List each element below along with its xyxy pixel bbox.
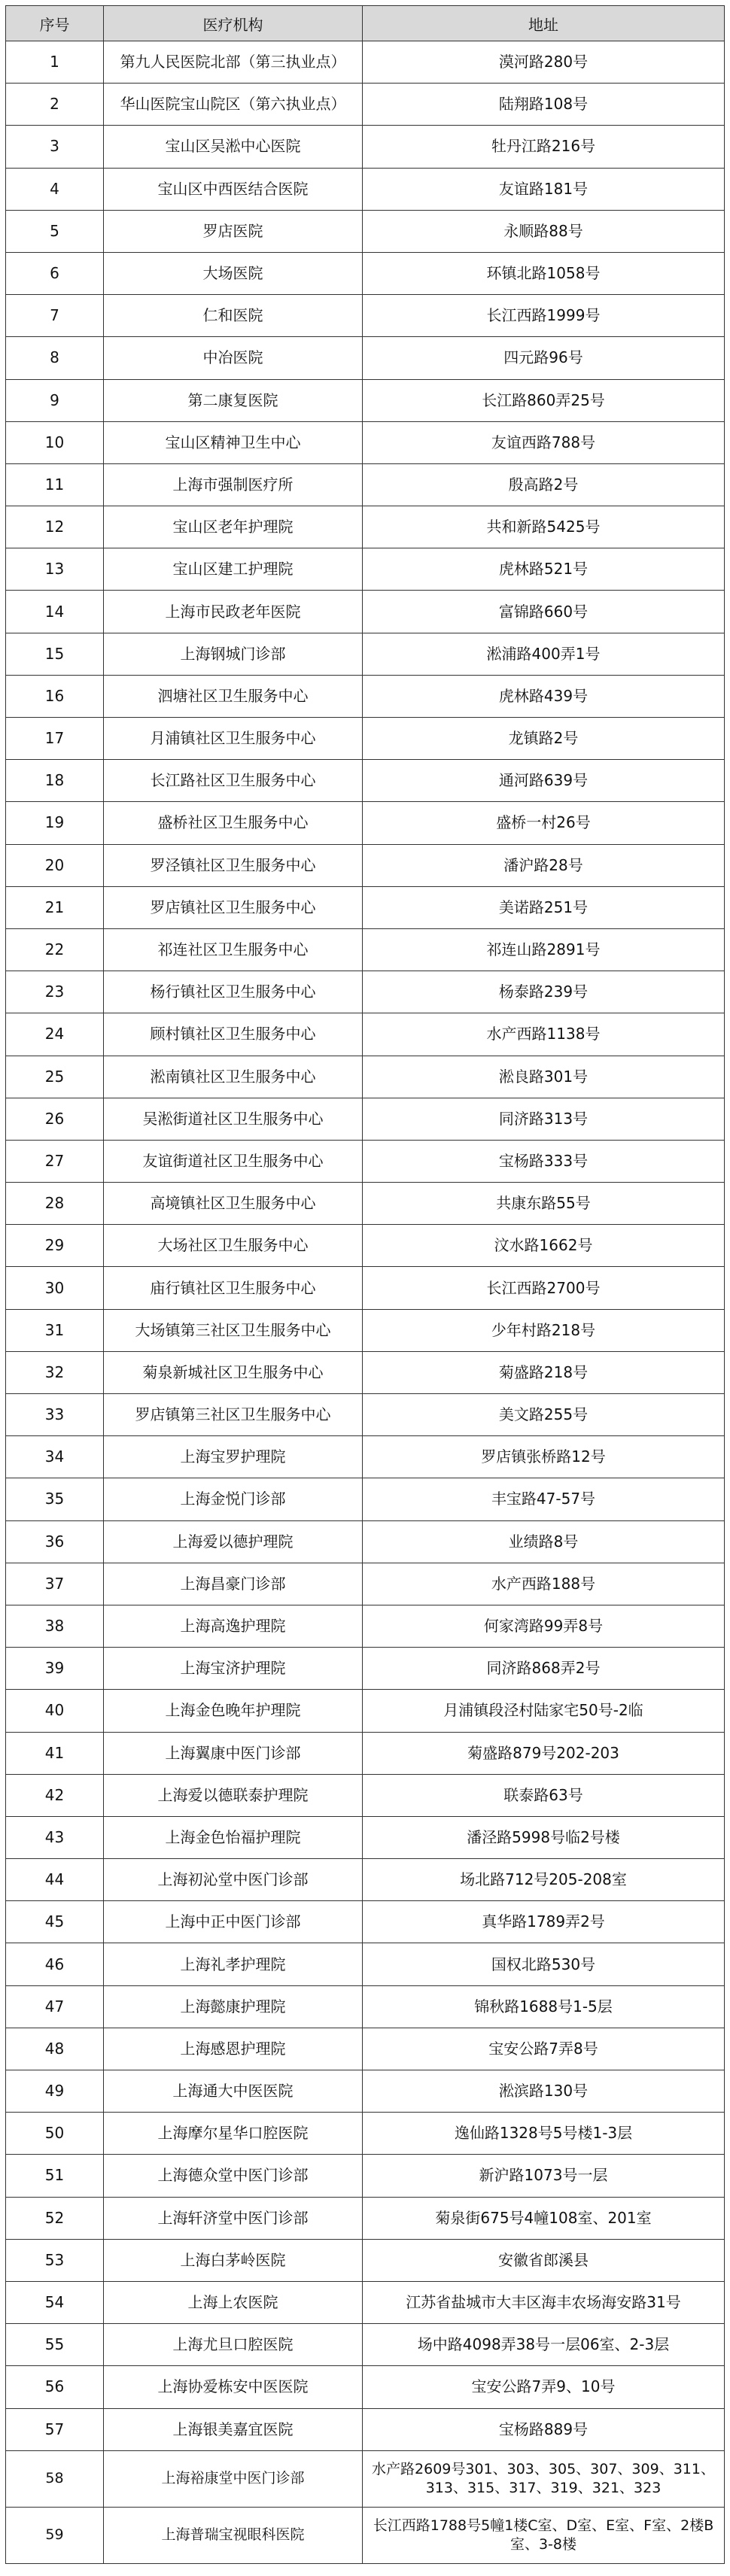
table-row (6, 1140, 725, 1182)
institution-cell: 上海市民政老年医院 (104, 591, 363, 633)
address-cell: 祁连山路2891号 (363, 928, 725, 971)
address-cell: 业绩路8号 (363, 1520, 725, 1563)
serial-number-cell: 3 (6, 126, 104, 168)
serial-number-cell: 15 (6, 633, 104, 675)
address-cell: 牡丹江路216号 (363, 126, 725, 168)
serial-number-cell: 9 (6, 379, 104, 421)
address-cell: 罗店镇张桥路12号 (363, 1436, 725, 1478)
table-row (6, 2507, 725, 2563)
table-row (6, 1267, 725, 1309)
serial-number-cell: 11 (6, 463, 104, 506)
table-row (6, 252, 725, 294)
address-cell: 菊盛路879号202-203 (363, 1732, 725, 1774)
institution-cell: 上海普瑞宝视眼科医院 (104, 2507, 363, 2563)
address-cell: 友谊路181号 (363, 168, 725, 210)
serial-number-cell: 34 (6, 1436, 104, 1478)
table-row (6, 971, 725, 1013)
address-cell: 淞浦路400弄1号 (363, 633, 725, 675)
institution-cell: 上海德众堂中医门诊部 (104, 2155, 363, 2197)
table-row (6, 633, 725, 675)
institution-cell: 上海金悦门诊部 (104, 1478, 363, 1520)
table-row (6, 2113, 725, 2155)
table-row (6, 548, 725, 591)
institution-cell: 宝山区吴淞中心医院 (104, 126, 363, 168)
address-cell: 丰宝路47-57号 (363, 1478, 725, 1520)
address-cell: 淞良路301号 (363, 1056, 725, 1098)
table-row (6, 2324, 725, 2366)
table-row (6, 1901, 725, 1943)
serial-number-cell: 2 (6, 84, 104, 126)
address-cell: 联泰路63号 (363, 1774, 725, 1816)
table-row (6, 168, 725, 210)
address-cell: 殷高路2号 (363, 463, 725, 506)
serial-number-cell: 44 (6, 1859, 104, 1901)
serial-number-cell: 36 (6, 1520, 104, 1563)
institution-cell: 顾村镇社区卫生服务中心 (104, 1013, 363, 1056)
address-cell: 美文路255号 (363, 1394, 725, 1436)
institution-cell: 上海银美嘉宜医院 (104, 2408, 363, 2450)
table-row (6, 506, 725, 548)
address-cell: 长江西路1788号5幢1楼C室、D室、E室、F室、2楼B室、3-8楼 (363, 2507, 725, 2563)
address-cell: 共康东路55号 (363, 1183, 725, 1225)
institution-cell: 大场镇第三社区卫生服务中心 (104, 1309, 363, 1351)
institution-cell: 祁连社区卫生服务中心 (104, 928, 363, 971)
table-row (6, 2197, 725, 2239)
table-row (6, 126, 725, 168)
institution-cell: 上海通大中医医院 (104, 2070, 363, 2113)
address-cell: 环镇北路1058号 (363, 252, 725, 294)
table-row (6, 1732, 725, 1774)
institution-cell: 吴淞街道社区卫生服务中心 (104, 1098, 363, 1140)
serial-number-cell: 28 (6, 1183, 104, 1225)
institution-cell: 上海高逸护理院 (104, 1605, 363, 1647)
serial-number-cell: 41 (6, 1732, 104, 1774)
address-cell: 长江西路2700号 (363, 1267, 725, 1309)
serial-number-cell: 7 (6, 295, 104, 337)
table-body (6, 41, 725, 2564)
serial-number-cell: 13 (6, 548, 104, 591)
institution-cell: 上海市强制医疗所 (104, 463, 363, 506)
table-row (6, 2281, 725, 2323)
serial-number-cell: 18 (6, 760, 104, 802)
table-row (6, 463, 725, 506)
institution-cell: 大场社区卫生服务中心 (104, 1225, 363, 1267)
institution-cell: 上海协爱栋安中医医院 (104, 2366, 363, 2408)
table-header-row (6, 6, 725, 41)
table-row (6, 210, 725, 252)
serial-number-cell: 51 (6, 2155, 104, 2197)
institution-cell: 杨行镇社区卫生服务中心 (104, 971, 363, 1013)
serial-number-cell: 21 (6, 886, 104, 928)
table-row (6, 2239, 725, 2281)
table-row (6, 718, 725, 760)
institution-cell: 仁和医院 (104, 295, 363, 337)
serial-number-cell: 54 (6, 2281, 104, 2323)
institution-cell: 上海昌豪门诊部 (104, 1563, 363, 1605)
medical-institution-table (5, 5, 725, 2564)
serial-number-cell: 24 (6, 1013, 104, 1056)
institution-cell: 上海裕康堂中医门诊部 (104, 2450, 363, 2507)
address-cell: 同济路313号 (363, 1098, 725, 1140)
address-cell: 友谊西路788号 (363, 421, 725, 463)
table-row (6, 421, 725, 463)
table-row (6, 1394, 725, 1436)
table-row (6, 1520, 725, 1563)
institution-cell: 盛桥社区卫生服务中心 (104, 802, 363, 844)
table-row (6, 1351, 725, 1393)
serial-number-cell: 56 (6, 2366, 104, 2408)
serial-number-cell: 57 (6, 2408, 104, 2450)
institution-cell: 上海初沁堂中医门诊部 (104, 1859, 363, 1901)
serial-number-cell: 22 (6, 928, 104, 971)
institution-cell: 上海翼康中医门诊部 (104, 1732, 363, 1774)
serial-number-cell: 10 (6, 421, 104, 463)
address-cell: 同济路868弄2号 (363, 1648, 725, 1690)
serial-number-cell: 50 (6, 2113, 104, 2155)
table-row (6, 2028, 725, 2070)
address-cell: 宝安公路7弄9、10号 (363, 2366, 725, 2408)
serial-number-cell: 26 (6, 1098, 104, 1140)
serial-number-cell: 19 (6, 802, 104, 844)
serial-number-cell: 33 (6, 1394, 104, 1436)
address-cell: 虎林路521号 (363, 548, 725, 591)
serial-number-cell: 14 (6, 591, 104, 633)
table-row (6, 844, 725, 886)
table-row (6, 1690, 725, 1732)
table-row (6, 2366, 725, 2408)
serial-number-cell: 27 (6, 1140, 104, 1182)
address-cell: 宝杨路333号 (363, 1140, 725, 1182)
institution-cell: 上海懿康护理院 (104, 1985, 363, 2028)
institution-cell: 月浦镇社区卫生服务中心 (104, 718, 363, 760)
table-row (6, 295, 725, 337)
serial-number-cell: 45 (6, 1901, 104, 1943)
address-cell: 汶水路1662号 (363, 1225, 725, 1267)
serial-number-cell: 59 (6, 2507, 104, 2563)
serial-number-cell: 1 (6, 41, 104, 84)
address-cell: 安徽省郎溪县 (363, 2239, 725, 2281)
institution-cell: 上海礼孝护理院 (104, 1943, 363, 1985)
table-row (6, 1985, 725, 2028)
institution-cell: 高境镇社区卫生服务中心 (104, 1183, 363, 1225)
table-row (6, 337, 725, 379)
address-cell: 虎林路439号 (363, 675, 725, 717)
address-cell: 四元路96号 (363, 337, 725, 379)
institution-cell: 华山医院宝山院区（第六执业点） (104, 84, 363, 126)
institution-cell: 第九人民医院北部（第三执业点） (104, 41, 363, 84)
table-row (6, 1436, 725, 1478)
table-row (6, 1098, 725, 1140)
institution-cell: 上海上农医院 (104, 2281, 363, 2323)
serial-number-cell: 6 (6, 252, 104, 294)
serial-number-cell: 12 (6, 506, 104, 548)
address-cell: 通河路639号 (363, 760, 725, 802)
table-row (6, 802, 725, 844)
institution-cell: 上海尤旦口腔医院 (104, 2324, 363, 2366)
address-cell: 菊盛路218号 (363, 1351, 725, 1393)
table-row (6, 675, 725, 717)
serial-number-cell: 38 (6, 1605, 104, 1647)
address-cell: 杨泰路239号 (363, 971, 725, 1013)
table-row (6, 760, 725, 802)
institution-cell: 中冶医院 (104, 337, 363, 379)
table-row (6, 1943, 725, 1985)
table-row (6, 84, 725, 126)
serial-number-cell: 52 (6, 2197, 104, 2239)
institution-cell: 上海爱以德联泰护理院 (104, 1774, 363, 1816)
header-institution: 医疗机构 (104, 6, 363, 41)
institution-cell: 泗塘社区卫生服务中心 (104, 675, 363, 717)
table-row (6, 1309, 725, 1351)
table-row (6, 886, 725, 928)
address-cell: 长江路860弄25号 (363, 379, 725, 421)
table-row (6, 2450, 725, 2507)
address-cell: 江苏省盐城市大丰区海丰农场海安路31号 (363, 2281, 725, 2323)
table-row (6, 591, 725, 633)
institution-cell: 罗店镇社区卫生服务中心 (104, 886, 363, 928)
serial-number-cell: 55 (6, 2324, 104, 2366)
serial-number-cell: 20 (6, 844, 104, 886)
address-cell: 水产西路1138号 (363, 1013, 725, 1056)
institution-cell: 淞南镇社区卫生服务中心 (104, 1056, 363, 1098)
serial-number-cell: 16 (6, 675, 104, 717)
address-cell: 新沪路1073号一层 (363, 2155, 725, 2197)
serial-number-cell: 8 (6, 337, 104, 379)
serial-number-cell: 35 (6, 1478, 104, 1520)
address-cell: 少年村路218号 (363, 1309, 725, 1351)
address-cell: 潘沪路28号 (363, 844, 725, 886)
table-row (6, 1225, 725, 1267)
serial-number-cell: 37 (6, 1563, 104, 1605)
institution-cell: 宝山区建工护理院 (104, 548, 363, 591)
table-row (6, 1774, 725, 1816)
address-cell: 锦秋路1688号1-5层 (363, 1985, 725, 2028)
address-cell: 长江西路1999号 (363, 295, 725, 337)
table-row (6, 1563, 725, 1605)
table-row (6, 1478, 725, 1520)
institution-cell: 上海感恩护理院 (104, 2028, 363, 2070)
serial-number-cell: 17 (6, 718, 104, 760)
serial-number-cell: 43 (6, 1816, 104, 1858)
address-cell: 水产西路188号 (363, 1563, 725, 1605)
serial-number-cell: 4 (6, 168, 104, 210)
table-row (6, 1183, 725, 1225)
serial-number-cell: 25 (6, 1056, 104, 1098)
address-cell: 逸仙路1328号5号楼1-3层 (363, 2113, 725, 2155)
serial-number-cell: 32 (6, 1351, 104, 1393)
header-address: 地址 (363, 6, 725, 41)
table-row (6, 1013, 725, 1056)
institution-cell: 上海宝罗护理院 (104, 1436, 363, 1478)
serial-number-cell: 5 (6, 210, 104, 252)
table-row (6, 2070, 725, 2113)
address-cell: 永顺路88号 (363, 210, 725, 252)
address-cell: 盛桥一村26号 (363, 802, 725, 844)
address-cell: 共和新路5425号 (363, 506, 725, 548)
serial-number-cell: 58 (6, 2450, 104, 2507)
institution-cell: 上海摩尔星华口腔医院 (104, 2113, 363, 2155)
address-cell: 潘泾路5998号临2号楼 (363, 1816, 725, 1858)
address-cell: 宝杨路889号 (363, 2408, 725, 2450)
serial-number-cell: 39 (6, 1648, 104, 1690)
serial-number-cell: 48 (6, 2028, 104, 2070)
header-serial-number: 序号 (6, 6, 104, 41)
institution-cell: 上海钢城门诊部 (104, 633, 363, 675)
table-row (6, 2408, 725, 2450)
table-row (6, 41, 725, 84)
table-row (6, 1648, 725, 1690)
table-row (6, 1859, 725, 1901)
institution-cell: 上海金色晚年护理院 (104, 1690, 363, 1732)
institution-cell: 友谊街道社区卫生服务中心 (104, 1140, 363, 1182)
institution-cell: 罗店医院 (104, 210, 363, 252)
table-row (6, 1056, 725, 1098)
table-row (6, 928, 725, 971)
table-row (6, 1816, 725, 1858)
address-cell: 淞滨路130号 (363, 2070, 725, 2113)
institution-cell: 第二康复医院 (104, 379, 363, 421)
address-cell: 菊泉街675号4幢108室、201室 (363, 2197, 725, 2239)
address-cell: 水产路2609号301、303、305、307、309、311、313、315、317、319、321、323 (363, 2450, 725, 2507)
address-cell: 陆翔路108号 (363, 84, 725, 126)
institution-cell: 大场医院 (104, 252, 363, 294)
serial-number-cell: 40 (6, 1690, 104, 1732)
address-cell: 龙镇路2号 (363, 718, 725, 760)
serial-number-cell: 23 (6, 971, 104, 1013)
institution-cell: 上海白茅岭医院 (104, 2239, 363, 2281)
institution-cell: 上海宝济护理院 (104, 1648, 363, 1690)
serial-number-cell: 53 (6, 2239, 104, 2281)
institution-cell: 长江路社区卫生服务中心 (104, 760, 363, 802)
institution-cell: 上海中正中医门诊部 (104, 1901, 363, 1943)
institution-cell: 菊泉新城社区卫生服务中心 (104, 1351, 363, 1393)
address-cell: 宝安公路7弄8号 (363, 2028, 725, 2070)
address-cell: 漠河路280号 (363, 41, 725, 84)
address-cell: 场中路4098弄38号一层06室、2-3层 (363, 2324, 725, 2366)
table-row (6, 379, 725, 421)
institution-cell: 上海金色怡福护理院 (104, 1816, 363, 1858)
institution-cell: 宝山区中西医结合医院 (104, 168, 363, 210)
address-cell: 何家湾路99弄8号 (363, 1605, 725, 1647)
address-cell: 场北路712号205-208室 (363, 1859, 725, 1901)
institution-cell: 上海轩济堂中医门诊部 (104, 2197, 363, 2239)
institution-cell: 庙行镇社区卫生服务中心 (104, 1267, 363, 1309)
address-cell: 真华路1789弄2号 (363, 1901, 725, 1943)
serial-number-cell: 30 (6, 1267, 104, 1309)
institution-cell: 罗店镇第三社区卫生服务中心 (104, 1394, 363, 1436)
address-cell: 月浦镇段泾村陆家宅50号-2临 (363, 1690, 725, 1732)
serial-number-cell: 49 (6, 2070, 104, 2113)
serial-number-cell: 29 (6, 1225, 104, 1267)
serial-number-cell: 31 (6, 1309, 104, 1351)
address-cell: 富锦路660号 (363, 591, 725, 633)
institution-cell: 上海爱以德护理院 (104, 1520, 363, 1563)
institution-cell: 宝山区老年护理院 (104, 506, 363, 548)
address-cell: 美诺路251号 (363, 886, 725, 928)
address-cell: 国权北路530号 (363, 1943, 725, 1985)
table-row (6, 2155, 725, 2197)
serial-number-cell: 46 (6, 1943, 104, 1985)
serial-number-cell: 47 (6, 1985, 104, 2028)
institution-cell: 宝山区精神卫生中心 (104, 421, 363, 463)
table-row (6, 1605, 725, 1647)
institution-cell: 罗泾镇社区卫生服务中心 (104, 844, 363, 886)
serial-number-cell: 42 (6, 1774, 104, 1816)
